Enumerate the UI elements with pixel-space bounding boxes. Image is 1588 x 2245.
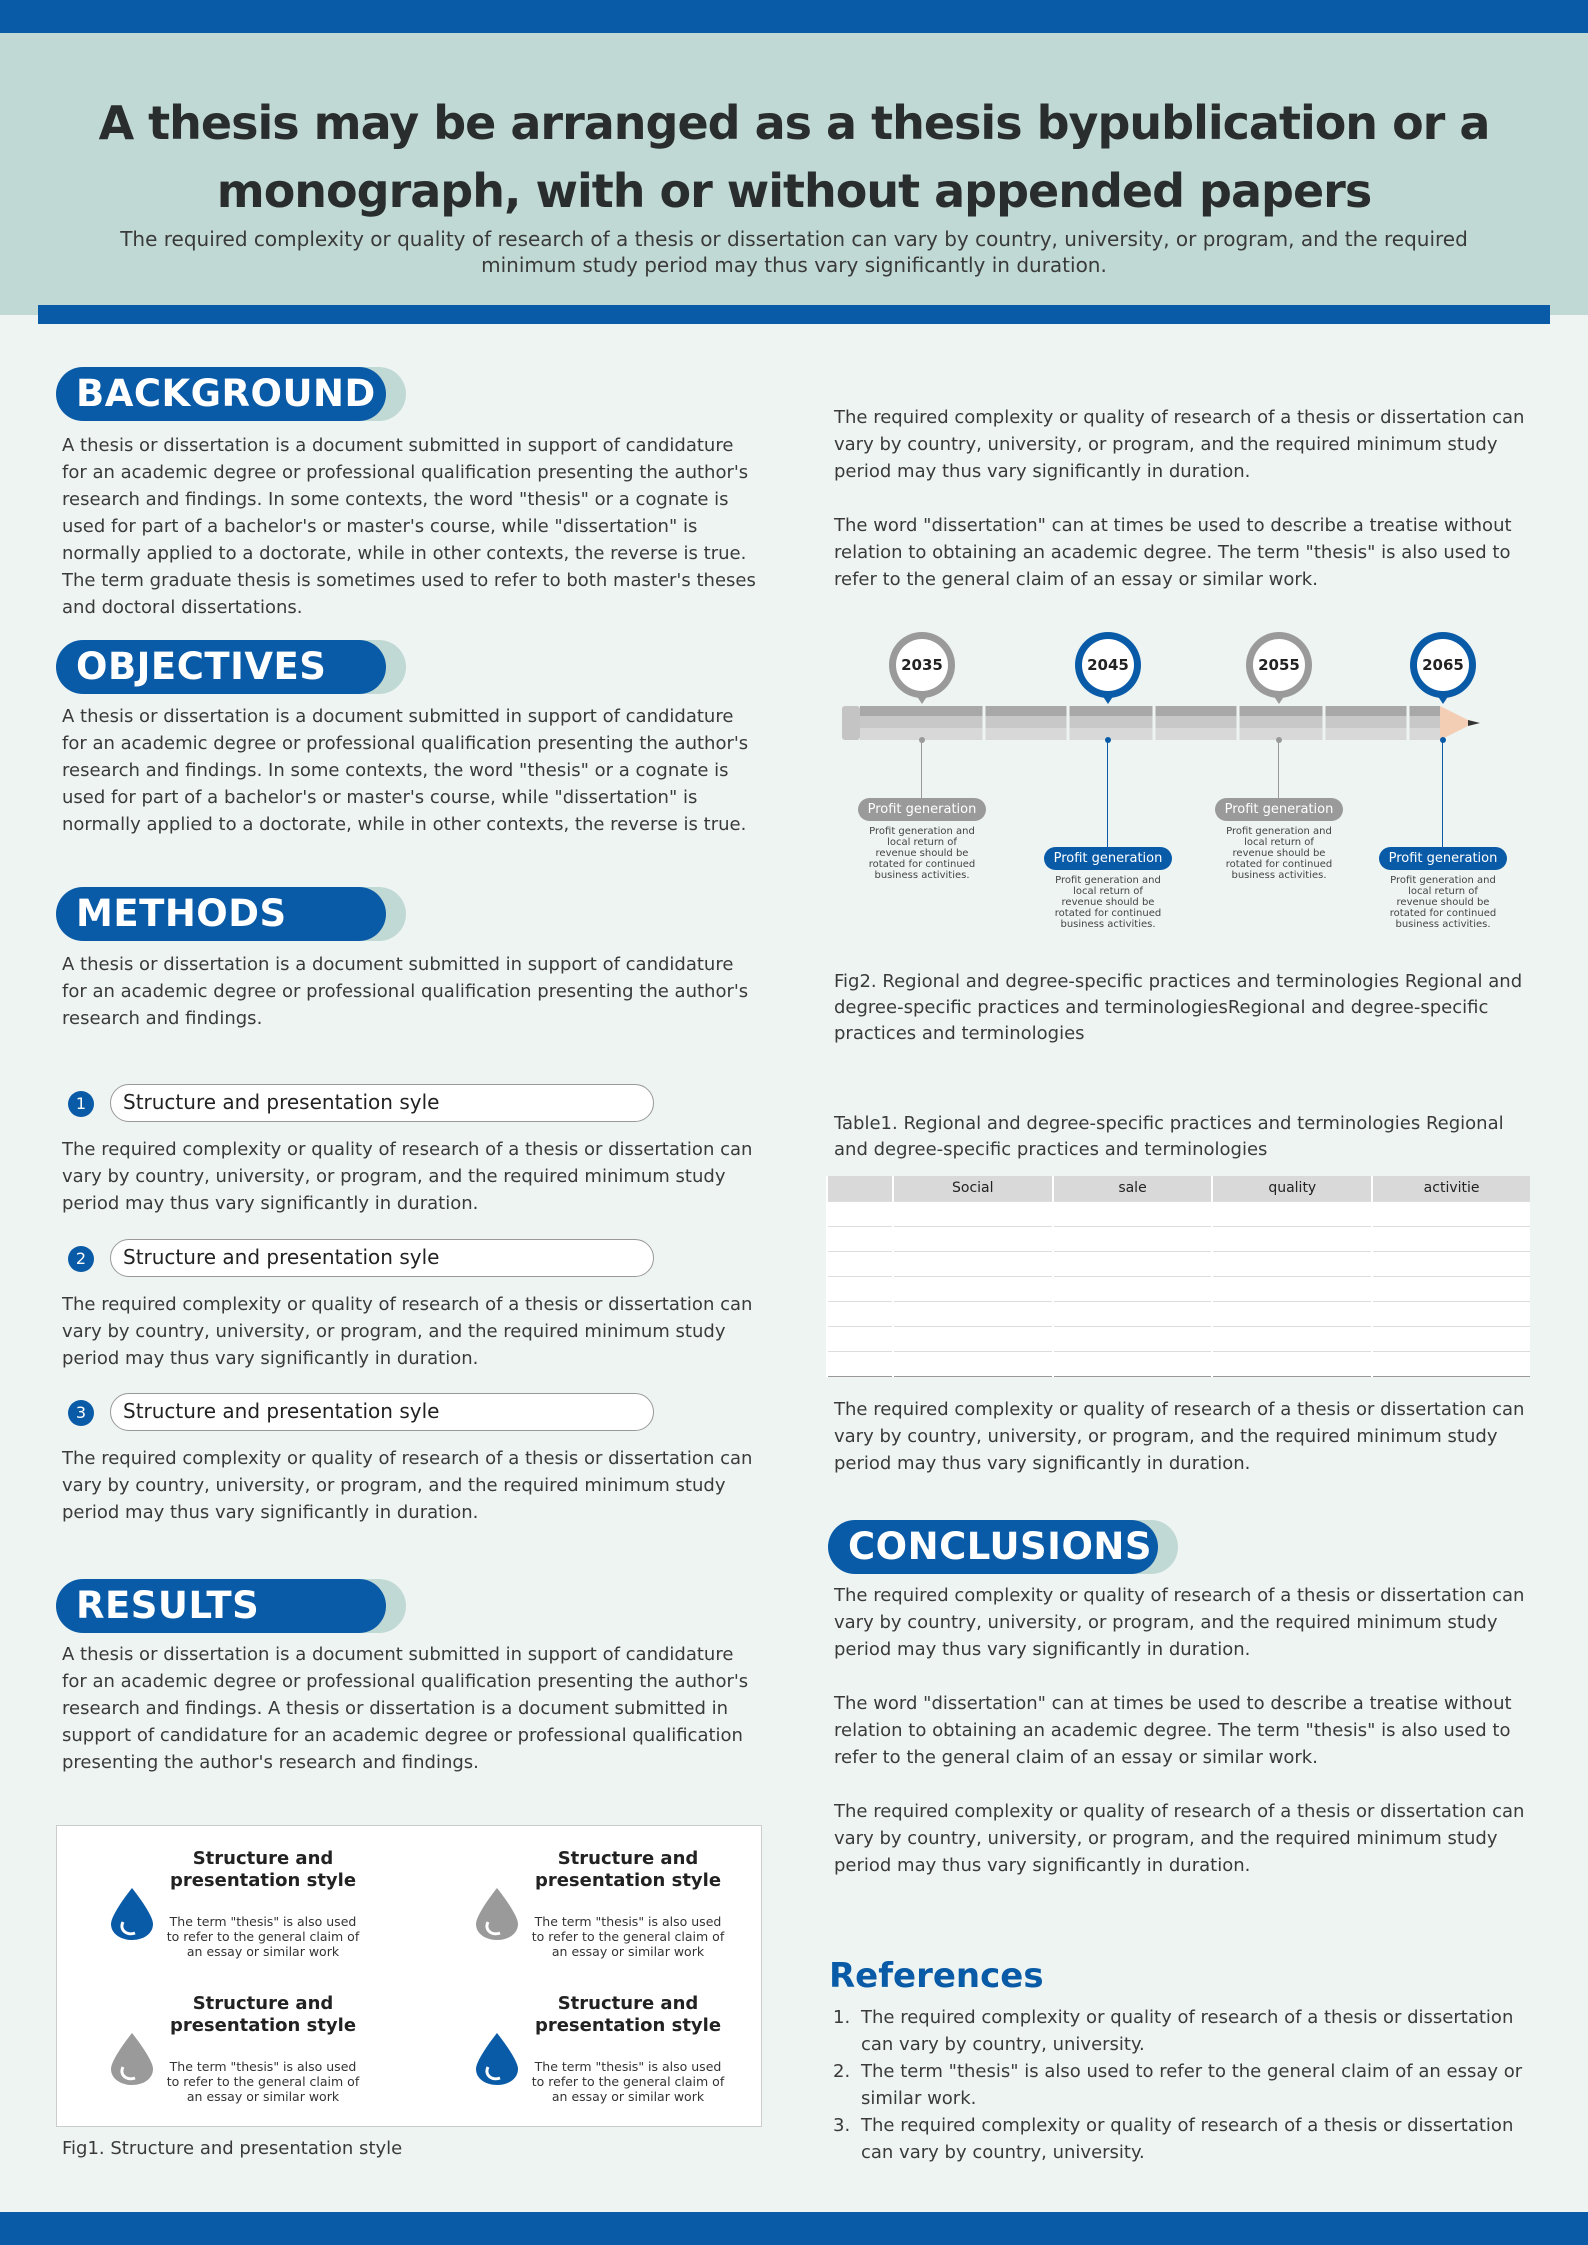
method-step-1-text: The required complexity or quality of research of a thesis or dissertation can vary by country, university, or program, and the required minimum study period may thus vary significantly in duration. <box>62 1139 753 1214</box>
references-list <box>833 2004 1533 2166</box>
method-step-1 <box>58 1084 658 1122</box>
table-cell <box>893 1326 1053 1351</box>
poster-title: A thesis may be arranged as a thesis bypublication or a monograph, with or without appended papers <box>98 96 1490 218</box>
fig1-item: Structure and presentation style The term "thesis" is also used to refer to the general claim of an essay or similar work <box>67 1846 407 1986</box>
milestone-year: 2055 <box>1246 632 1312 698</box>
droplet-icon <box>472 2031 522 2087</box>
milestone-connector <box>1442 740 1443 847</box>
intro-text-1: The required complexity or quality of research of a thesis or dissertation can vary by country, university, or program, and the required minimum study period may thus vary significantly in duration. <box>834 407 1525 482</box>
table-cell <box>827 1301 893 1326</box>
table-cell <box>1053 1276 1213 1301</box>
figure-1 <box>56 1825 762 2127</box>
table1-text: The required complexity or quality of research of a thesis or dissertation can vary by country, university, or program, and the required minimum study period may thus vary significantly in duration. <box>834 1399 1525 1474</box>
table-row <box>827 1351 1530 1376</box>
table-cell <box>1212 1251 1372 1276</box>
table-header-cell <box>827 1176 893 1201</box>
table-cell <box>1212 1276 1372 1301</box>
fig1-item: Structure and presentation style The term "thesis" is also used to refer to the general claim of an essay or similar work <box>432 1991 772 2131</box>
reference-item: 3. The required complexity or quality of research of a thesis or dissertation can vary by country, university. <box>833 2115 1514 2163</box>
table-cell <box>827 1276 893 1301</box>
method-step-3 <box>58 1393 658 1431</box>
objectives-text: A thesis or dissertation is a document submitted in support of candidature for an academic degree or professional qualification presenting the author's research and findings. In some contexts, the word "thesis" or a cognate is used for part of a bachelor's or master's course, while "dissertation" is normally applied to a doctorate, while in other contexts, the reverse is true. <box>62 706 749 835</box>
milestone-connector <box>921 740 922 798</box>
table-cell <box>827 1251 893 1276</box>
table-header-cell: Social <box>893 1176 1053 1201</box>
table-cell <box>893 1201 1053 1226</box>
milestone-text: Profit generation and local return of revenue should be rotated for continued business activities. <box>1225 826 1333 881</box>
table-cell <box>893 1276 1053 1301</box>
step-label: Structure and presentation syle <box>110 1393 654 1431</box>
fig2-caption: Fig2. Regional and degree-specific practices and terminologies Regional and degree-specific practices and terminologiesRegional and degree-specific practices and terminologies <box>834 971 1523 1044</box>
table-cell <box>1212 1326 1372 1351</box>
milestone-label: Profit generation <box>1044 847 1172 870</box>
method-step-2-text: The required complexity or quality of research of a thesis or dissertation can vary by country, university, or program, and the required minimum study period may thus vary significantly in duration. <box>62 1294 753 1369</box>
conclusions-text-3: The required complexity or quality of research of a thesis or dissertation can vary by country, university, or program, and the required minimum study period may thus vary significantly in duration. <box>834 1801 1525 1876</box>
method-step-2 <box>58 1239 658 1277</box>
table-row <box>827 1226 1530 1251</box>
table-header-cell: quality <box>1212 1176 1372 1201</box>
droplet-icon <box>472 1886 522 1942</box>
milestone-text: Profit generation and local return of revenue should be rotated for continued business activities. <box>1389 875 1497 930</box>
table-header-cell: sale <box>1053 1176 1213 1201</box>
table-cell <box>1053 1251 1213 1276</box>
table-cell <box>1212 1226 1372 1251</box>
methods-text: A thesis or dissertation is a document submitted in support of candidature for an academic degree or professional qualification presenting the author's research and findings. <box>62 954 749 1029</box>
step-label: Structure and presentation syle <box>110 1239 654 1277</box>
table-cell <box>1053 1351 1213 1376</box>
table-cell <box>1053 1326 1213 1351</box>
bottom-bar <box>0 2212 1588 2245</box>
table-cell <box>827 1326 893 1351</box>
table-cell <box>1212 1201 1372 1226</box>
background-text: A thesis or dissertation is a document submitted in support of candidature for an academic degree or professional qualification presenting the author's research and findings. In some contexts, the word "thesis" or a cognate is used for part of a bachelor's or master's course, while "dissertation" is normally applied to a doctorate, while in other contexts, the reverse is true. The term graduate thesis is sometimes used to refer to both master's theses and doctoral dissertations. <box>62 435 756 618</box>
milestone-text: Profit generation and local return of revenue should be rotated for continued business activities. <box>1054 875 1162 930</box>
method-step-3-text: The required complexity or quality of research of a thesis or dissertation can vary by country, university, or program, and the required minimum study period may thus vary significantly in duration. <box>62 1448 753 1523</box>
references-heading: References <box>829 1956 1044 1996</box>
conclusions-text-1: The required complexity or quality of research of a thesis or dissertation can vary by country, university, or program, and the required minimum study period may thus vary significantly in duration. <box>834 1585 1525 1660</box>
fig1-caption: Fig1. Structure and presentation style <box>62 2138 403 2159</box>
milestone-year: 2035 <box>889 632 955 698</box>
table-row <box>827 1251 1530 1276</box>
table-cell <box>1372 1251 1530 1276</box>
droplet-icon <box>107 2031 157 2087</box>
table-cell <box>1053 1226 1213 1251</box>
table-row <box>827 1276 1530 1301</box>
fig1-item: Structure and presentation style The term "thesis" is also used to refer to the general claim of an essay or similar work <box>67 1991 407 2131</box>
table-header-cell: activitie <box>1372 1176 1530 1201</box>
table-cell <box>1372 1201 1530 1226</box>
table-cell <box>1372 1326 1530 1351</box>
droplet-icon <box>107 1886 157 1942</box>
table-cell <box>827 1226 893 1251</box>
milestone-label: Profit generation <box>858 798 986 821</box>
reference-item: 1. The required complexity or quality of research of a thesis or dissertation can vary by country, university. <box>833 2007 1514 2055</box>
table-cell <box>1053 1301 1213 1326</box>
step-number: 3 <box>68 1400 94 1426</box>
table-cell <box>1212 1301 1372 1326</box>
table-cell <box>1212 1351 1372 1376</box>
table-cell <box>1372 1351 1530 1376</box>
table-row <box>827 1326 1530 1351</box>
table-cell <box>827 1201 893 1226</box>
table-cell <box>893 1351 1053 1376</box>
table-cell <box>1372 1226 1530 1251</box>
table-cell <box>893 1251 1053 1276</box>
milestone-label: Profit generation <box>1379 847 1507 870</box>
reference-item: 2. The term "thesis" is also used to refer to the general claim of an essay or similar work. <box>833 2061 1523 2109</box>
milestone-year: 2065 <box>1410 632 1476 698</box>
table-cell <box>893 1226 1053 1251</box>
results-text: A thesis or dissertation is a document submitted in support of candidature for an academic degree or professional qualification presenting the author's research and findings. A thesis or dissertation is a document submitted in support of candidature for an academic degree or professional qualification presenting the author's research and findings. <box>62 1644 749 1773</box>
table-cell <box>1372 1276 1530 1301</box>
step-number: 2 <box>68 1246 94 1272</box>
fig1-item: Structure and presentation style The term "thesis" is also used to refer to the general claim of an essay or similar work <box>432 1846 772 1986</box>
header-divider <box>38 305 1550 324</box>
table-row <box>827 1201 1530 1226</box>
step-label: Structure and presentation syle <box>110 1084 654 1122</box>
table-1 <box>826 1176 1530 1377</box>
milestone-text: Profit generation and local return of revenue should be rotated for continued business activities. <box>868 826 976 881</box>
milestone-label: Profit generation <box>1215 798 1343 821</box>
table-cell <box>1053 1201 1213 1226</box>
poster-header <box>0 33 1588 315</box>
table-cell <box>827 1351 893 1376</box>
table-row <box>827 1301 1530 1326</box>
table-cell <box>893 1301 1053 1326</box>
conclusions-text-2: The word "dissertation" can at times be used to describe a treatise without relation to obtaining an academic degree. The term "thesis" is also used to refer to the general claim of an essay or similar work. <box>834 1693 1512 1768</box>
milestone-year: 2045 <box>1075 632 1141 698</box>
step-number: 1 <box>68 1091 94 1117</box>
top-bar <box>0 0 1588 33</box>
table1-caption: Table1. Regional and degree-specific practices and terminologies Regional and degree-specific practices and terminologies <box>834 1113 1504 1160</box>
milestone-connector <box>1107 740 1108 847</box>
poster-subtitle: The required complexity or quality of research of a thesis or dissertation can vary by country, university, or program, and the required minimum study period may thus vary significantly in duration. <box>120 227 1468 277</box>
table-cell <box>1372 1301 1530 1326</box>
milestone-connector <box>1278 740 1279 798</box>
intro-text-2: The word "dissertation" can at times be used to describe a treatise without relation to obtaining an academic degree. The term "thesis" is also used to refer to the general claim of an essay or similar work. <box>834 515 1512 590</box>
